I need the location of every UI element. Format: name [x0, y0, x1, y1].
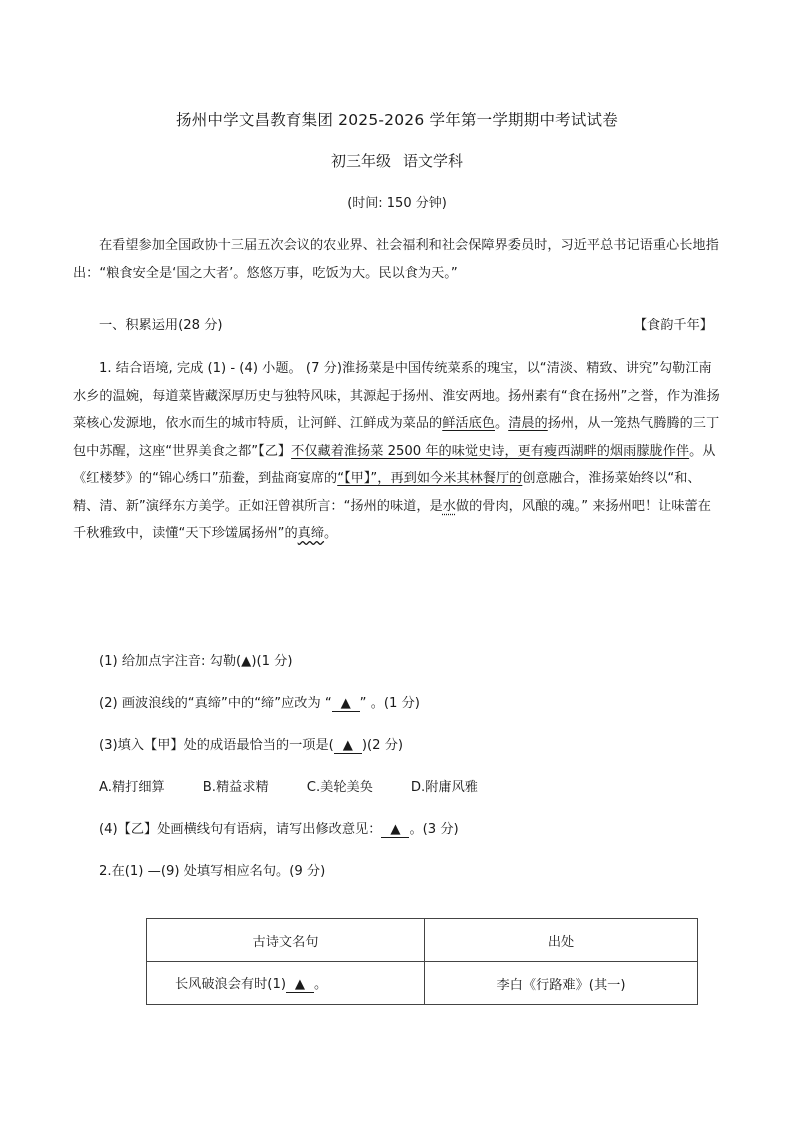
- option-b[interactable]: B.精益求精: [202, 780, 269, 795]
- option-c[interactable]: C.美轮美奂: [306, 780, 373, 795]
- sub-question-2: (2) 画波浪线的“真缔”中的“缔”应改为 “ ▲ ” 。(1 分): [99, 696, 420, 711]
- underlined-phrase: 清晨的: [508, 416, 548, 431]
- intro-paragraph: 在看望参加全国政协十三届五次会议的农业界、社会福利和社会保障界委员时，习近平总书记语重心长地指出：“粮食安全是‘国之大者’。悠悠万事，吃饭为大。民以食为天。”: [73, 238, 719, 281]
- exam-title: 扬州中学文昌教育集团 2025-2026 学年第一学期期中考试试卷: [176, 111, 618, 129]
- verse-cell: 长风破浪会有时(1) ▲ 。: [147, 962, 425, 1005]
- option-d[interactable]: D.附庸风雅: [410, 780, 478, 795]
- question-2-title: 2.在(1) —(9) 处填写相应名句。(9 分): [99, 864, 326, 879]
- table-header-source: 出处: [425, 919, 698, 962]
- passage-text: 1. 结合语境, 完成 (1) - (4) 小题。 (7 分)淮扬菜是中国传统菜系的瑰宝，以“清淡、精致、讲究”勾勒江南水乡的温婉，每道菜皆藏深厚历史与独特风味，其源起于扬州、淮安两地。扬州素有“食在扬州”之誉，作为淮扬菜核心发源地，依水而生的城市特质，让河鲜、江鲜成为菜品的: [73, 361, 720, 431]
- table-header-row: [147, 919, 698, 962]
- verse-table: [146, 918, 698, 1005]
- sub-question-1: (1) 给加点字注音: 勾勒(▲)(1 分): [99, 654, 293, 669]
- underlined-phrase-jia: “【甲】”，再到如今米其林餐厅的: [337, 471, 523, 486]
- passage-text: 。从《红楼梦》的“锦心绣口”茄鲞，到盐商宴席的: [73, 443, 716, 486]
- exam-subtitle: [0, 150, 794, 171]
- answer-blank[interactable]: ▲: [381, 822, 409, 838]
- wavy-underlined-word: 真缔: [297, 526, 325, 541]
- dotted-character: 水: [442, 498, 456, 514]
- table-header-verse: 古诗文名句: [147, 919, 425, 962]
- time-limit: (时间: 150 分钟): [347, 196, 447, 211]
- passage-text: 。: [324, 526, 338, 541]
- section-theme: 【食韵千年】: [633, 318, 713, 333]
- passage-text: 。: [495, 416, 509, 431]
- sub-question-4: (4)【乙】处画横线句有语病，请写出修改意见： ▲ 。(3 分): [99, 822, 459, 837]
- choice-options: [99, 776, 516, 795]
- section-heading: [99, 314, 719, 333]
- question-1-passage: [73, 355, 723, 548]
- answer-blank[interactable]: ▲: [332, 696, 360, 712]
- underlined-phrase: 鲜活底色: [442, 416, 495, 431]
- sub-question-3: (3)填入【甲】处的成语最恰当的一项是( ▲ )(2 分): [99, 738, 404, 753]
- subject-label: 语文学科: [403, 152, 464, 170]
- answer-mark: ▲: [241, 654, 252, 669]
- underlined-sentence-yi: 不仅藏着淮扬菜 2500 年的味觉史诗，更有瘦西湖畔的烟雨朦胧作伴: [291, 443, 690, 459]
- passage-text: 做的骨肉，风酿的魂。” 来扬州吧！让味蕾在千秋雅致中，读懂“天下珍馐属扬州”的: [73, 498, 711, 541]
- source-cell: 李白《行路难》(其一): [425, 962, 698, 1005]
- section-label: 一、积累运用(28 分): [99, 318, 223, 333]
- passage-text: 扬州，从一笼热气腾腾的三丁包中苏醒，这座“世界美食之都”【乙】: [73, 416, 720, 459]
- answer-blank[interactable]: ▲: [286, 977, 314, 993]
- answer-blank[interactable]: ▲: [334, 738, 362, 754]
- table-row: [147, 962, 698, 1005]
- grade-label: 初三年级: [330, 152, 391, 170]
- passage-text: 创意融合，淮扬菜始终以“和、精、清、新”演绎东方美学。正如汪曾祺所言：“扬州的味道，是: [73, 471, 701, 514]
- option-a[interactable]: A.精打细算: [99, 780, 165, 795]
